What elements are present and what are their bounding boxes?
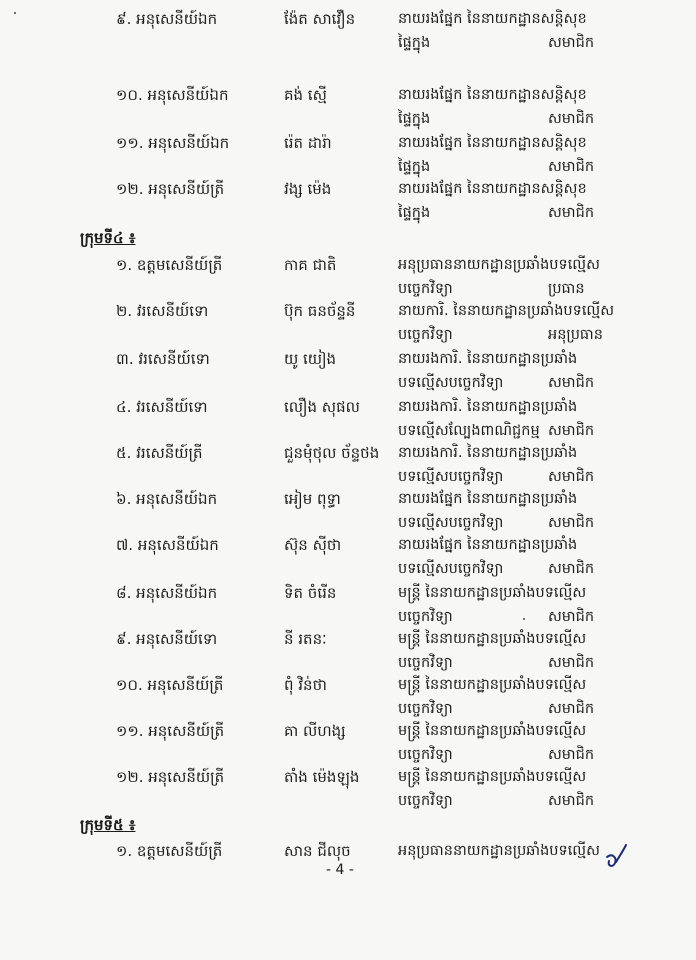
member-position: អនុប្រធាននាយកដ្ឋានប្រឆាំងបទល្មើស xyxy=(398,257,600,273)
member-rank: ១២. អនុសេនីយ៍ត្រី xyxy=(116,768,225,786)
member-entry xyxy=(0,250,696,298)
member-position-cont: បច្ចេកវិទ្យា xyxy=(398,327,453,343)
member-entry xyxy=(0,716,696,764)
member-role: ប្រធាន xyxy=(548,281,585,297)
member-role: សមាជិក xyxy=(548,793,595,809)
member-name: សាន ជីលុច xyxy=(284,842,351,860)
member-rank: ៩. អនុសេនីយ៍ទោ xyxy=(116,630,218,648)
member-entry xyxy=(0,578,696,626)
member-rank: ២. វរសេនីយ៍ទោ xyxy=(116,302,209,320)
member-position-cont: បទល្មើសល្បែងពាណិជ្ជកម្ម xyxy=(398,423,540,439)
member-role: សមាជិក xyxy=(548,375,595,391)
member-position: មន្ត្រី នៃនាយកដ្ឋានប្រឆាំងបទល្មើស xyxy=(398,723,587,739)
member-name: តាំង ម៉េងឡុង xyxy=(284,768,360,786)
member-position: នាយរងការិ. នៃនាយកដ្ឋានប្រឆាំង xyxy=(398,445,578,461)
member-position: មន្ត្រី នៃនាយកដ្ឋានប្រឆាំងបទល្មើស xyxy=(398,677,587,693)
member-name: ស៊ុន ស៊ីថា xyxy=(284,536,342,554)
member-rank: ៩. អនុសេនីយ៍ឯក xyxy=(116,10,218,28)
member-position-cont: បច្ចេកវិទ្យា xyxy=(398,793,453,809)
member-rank: ១២. អនុសេនីយ៍ត្រី xyxy=(116,180,225,198)
member-position-cont: បច្ចេកវិទ្យា xyxy=(398,701,453,717)
member-entry xyxy=(0,174,696,222)
member-position-cont: បទល្មើសបច្ចេកវិទ្យា xyxy=(398,515,504,531)
member-role: អនុប្រធាន xyxy=(548,327,603,343)
member-rank: ១. ឧត្តមសេនីយ៍ត្រី xyxy=(116,256,223,274)
member-entry xyxy=(0,438,696,486)
member-position-cont: ផ្ទៃក្នុង xyxy=(398,111,431,127)
member-position: នាយរងការិ. នៃនាយកដ្ឋានប្រឆាំង xyxy=(398,399,578,415)
member-name: ប៊ុក ធនច័ន្ទនី xyxy=(284,302,356,320)
member-position: នាយរងផ្នែក នៃនាយកដ្ឋានសន្តិសុខ xyxy=(398,87,587,103)
member-entry xyxy=(0,762,696,810)
scan-speck xyxy=(523,618,525,620)
member-position-cont: បច្ចេកវិទ្យា xyxy=(398,281,453,297)
member-position-cont: បច្ចេកវិទ្យា xyxy=(398,609,453,625)
member-rank: ១១. អនុសេនីយ៍ឯក xyxy=(116,134,230,152)
member-name: កាគ ជាតិ xyxy=(284,256,337,274)
member-rank: ១០. អនុសេនីយ៍ត្រី xyxy=(116,676,224,694)
member-name: រ៉េត ដារ៉ា xyxy=(284,134,332,152)
member-role: សមាជិក xyxy=(548,159,595,175)
member-role: សមាជិក xyxy=(548,35,595,51)
member-entry xyxy=(0,484,696,532)
member-position: នាយរងផ្នែក នៃនាយកដ្ឋានសន្តិសុខ xyxy=(398,11,587,27)
member-position-cont: បច្ចេកវិទ្យា xyxy=(398,747,453,763)
member-entry xyxy=(0,530,696,578)
member-role: សមាជិក xyxy=(548,205,595,221)
member-role: សមាជិក xyxy=(548,701,595,717)
member-position: អនុប្រធាននាយកដ្ឋានប្រឆាំងបទល្មើស xyxy=(398,843,600,859)
member-position-cont: ផ្ទៃក្នុង xyxy=(398,205,431,221)
member-entry xyxy=(0,624,696,672)
member-rank: ១០. អនុសេនីយ៍ឯក xyxy=(116,86,229,104)
member-name: ពុំ វិន់ថា xyxy=(284,676,327,694)
member-entry xyxy=(0,4,696,52)
member-entry xyxy=(0,80,696,128)
member-position: នាយរងការិ. នៃនាយកដ្ឋានប្រឆាំង xyxy=(398,351,578,367)
member-position-cont: បទល្មើសបច្ចេកវិទ្យា xyxy=(398,469,504,485)
member-rank: ១១. អនុសេនីយ៍ត្រី xyxy=(116,722,225,740)
member-name: យូ យៀង xyxy=(284,350,337,368)
member-entry xyxy=(0,128,696,176)
member-rank: ៣. វរសេនីយ៍ទោ xyxy=(116,350,210,368)
member-position-cont: បទល្មើសបច្ចេកវិទ្យា xyxy=(398,375,504,391)
signature-mark xyxy=(604,842,630,870)
member-position-cont: បច្ចេកវិទ្យា xyxy=(398,655,453,671)
scan-speck xyxy=(14,12,16,14)
member-rank: ៧. អនុសេនីយ៍ឯក xyxy=(116,536,219,554)
member-position: នាយការិ. នៃនាយកដ្ឋានប្រឆាំងបទល្មើស xyxy=(398,303,615,319)
member-rank: ៥. វរសេនីយ៍ត្រី xyxy=(116,444,203,462)
member-role: សមាជិក xyxy=(548,111,595,127)
member-position: មន្ត្រី នៃនាយកដ្ឋានប្រឆាំងបទល្មើស xyxy=(398,769,587,785)
member-position-cont: បទល្មើសបច្ចេកវិទ្យា xyxy=(398,561,504,577)
member-name: ជួនមុំថុល ច័ន្ទថង xyxy=(284,444,380,462)
member-role: សមាជិក xyxy=(548,469,595,485)
group-4-heading: ក្រុមទី៤ ៖ xyxy=(80,229,136,247)
member-rank: ៤. វរសេនីយ៍ទោ xyxy=(116,398,208,416)
member-position: នាយរងផ្នែក នៃនាយកដ្ឋានសន្តិសុខ xyxy=(398,135,587,151)
member-role: សមាជិក xyxy=(548,655,595,671)
member-rank: ១. ឧត្តមសេនីយ៍ត្រី xyxy=(116,842,223,860)
member-position: នាយរងផ្នែក នៃនាយកដ្ឋានប្រឆាំង xyxy=(398,537,578,553)
member-name: គា លីហង្ស xyxy=(284,722,346,740)
member-rank: ៦. អនុសេនីយ៍ឯក xyxy=(116,490,218,508)
group-5-heading: ក្រុមទី៥ ៖ xyxy=(80,816,136,834)
member-position: នាយរងផ្នែក នៃនាយកដ្ឋានប្រឆាំង xyxy=(398,491,578,507)
member-name: នី រតនៈ xyxy=(284,630,327,648)
member-entry xyxy=(0,670,696,718)
member-position-cont: ផ្ទៃក្នុង xyxy=(398,35,431,51)
member-role: សមាជិក xyxy=(548,423,595,439)
member-name: ង៉ែត សាវឿន xyxy=(284,10,356,28)
member-position: នាយរងផ្នែក នៃនាយកដ្ឋានសន្តិសុខ xyxy=(398,181,587,197)
member-rank: ៨. អនុសេនីយ៍ឯក xyxy=(116,584,218,602)
member-entry xyxy=(0,344,696,392)
member-name: ទិត ចំរើន xyxy=(284,584,337,602)
member-position: មន្ត្រី នៃនាយកដ្ឋានប្រឆាំងបទល្មើស xyxy=(398,585,587,601)
member-name: វង្ស ម៉េង xyxy=(284,180,332,198)
member-name: អៀម ពុទ្ធា xyxy=(284,490,341,508)
member-role: សមាជិក xyxy=(548,561,595,577)
page-number: - 4 - xyxy=(326,862,354,878)
member-entry xyxy=(0,296,696,344)
member-position: មន្ត្រី នៃនាយកដ្ឋានប្រឆាំងបទល្មើស xyxy=(398,631,587,647)
member-role: សមាជិក xyxy=(548,747,595,763)
member-position-cont: ផ្ទៃក្នុង xyxy=(398,159,431,175)
member-entry xyxy=(0,392,696,440)
member-role: សមាជិក xyxy=(548,609,595,625)
member-name: លឿង សុផល xyxy=(284,398,360,416)
member-name: គង់ ស្មើ xyxy=(284,86,327,104)
member-role: សមាជិក xyxy=(548,515,595,531)
